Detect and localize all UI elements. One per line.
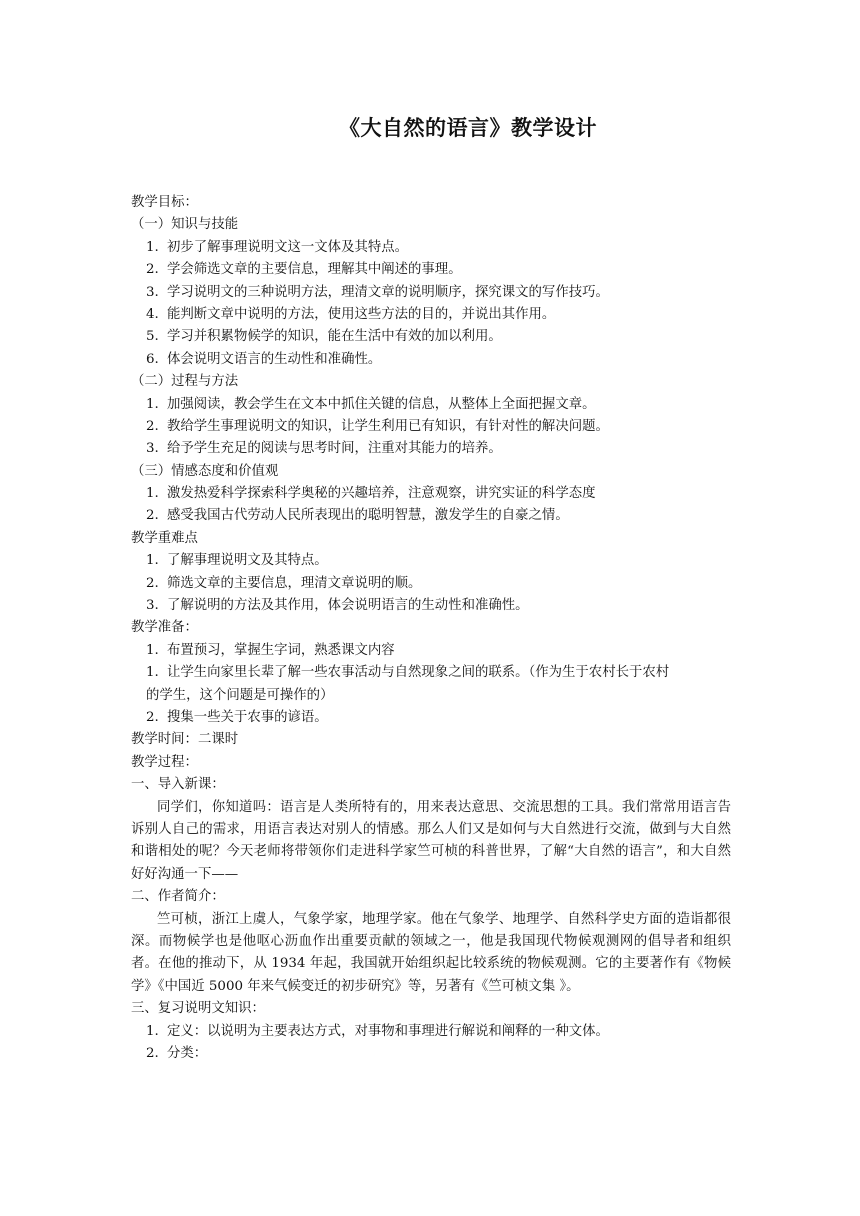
list-item	[131, 326, 731, 348]
list-text: 学习并积累物候学的知识，能在生活中有效的加以利用。	[167, 329, 502, 345]
list-number: 2.	[146, 1045, 159, 1061]
list-item	[131, 707, 731, 729]
list-number: 2.	[146, 575, 159, 591]
list-text: 给予学生充足的阅读与思考时间，注重对其能力的培养。	[167, 441, 502, 457]
section-heading: （一）知识与技能	[131, 217, 239, 233]
teaching-time: 教学时间：二课时	[131, 732, 239, 748]
section-heading: （三）情感态度和价值观	[131, 463, 279, 479]
list-number: 2.	[146, 262, 159, 278]
section-heading: 二、作者简介：	[131, 889, 225, 905]
list-text: 学习说明文的三种说明方法，理清文章的说明顺序，探究课文的写作技巧。	[167, 284, 609, 300]
list-text: 激发热爱科学探索科学奥秘的兴趣培养，注意观察，讲究实证的科学态度	[167, 486, 596, 502]
list-text: 了解事理说明文及其特点。	[167, 553, 328, 569]
list-text: 加强阅读，教会学生在文本中抓住关键的信息，从整体上全面把握文章。	[167, 396, 596, 412]
list-item	[131, 1043, 731, 1065]
list-item	[131, 282, 731, 304]
list-item	[131, 259, 731, 281]
list-item-continuation	[131, 685, 731, 707]
section-heading: （二）过程与方法	[131, 374, 239, 390]
list-item	[131, 1021, 731, 1043]
list-number: 3.	[146, 598, 159, 614]
list-item	[131, 394, 731, 416]
list-item	[131, 349, 731, 371]
list-number: 1.	[146, 665, 159, 681]
list-item	[131, 505, 731, 527]
list-number: 1.	[146, 486, 159, 502]
list-text: 布置预习，掌握生字词，熟悉课文内容	[167, 642, 395, 658]
list-item	[131, 237, 731, 259]
document-body	[131, 192, 731, 1065]
list-item	[131, 573, 731, 595]
list-number: 4.	[146, 306, 159, 322]
section-heading: 三、复习说明文知识：	[131, 1001, 265, 1017]
list-item	[131, 550, 731, 572]
list-text: 能判断文章中说明的方法，使用这些方法的目的，并说出其作用。	[167, 306, 556, 322]
document-title: 《大自然的语言》教学设计	[339, 116, 597, 140]
intro-paragraph: 同学们，你知道吗：语言是人类所特有的，用来表达意思、交流思想的工具。我们常常用语言告诉别人自己的需求，用语言表达对别人的情感。那么人们又是如何与大自然进行交流，做到与大自然和谐相处的呢？今天老师将带领你们走进科学家竺可桢的科普世界，了解“大自然的语言”，和大自然好好沟通一下——	[131, 799, 731, 882]
list-number: 1.	[146, 396, 159, 412]
list-number: 1.	[146, 642, 159, 658]
list-text: 定义：以说明为主要表达方式，对事物和事理进行解说和阐释的一种文体。	[167, 1023, 609, 1039]
list-number: 2.	[146, 508, 159, 524]
list-number: 1.	[146, 553, 159, 569]
objectives-heading: 教学目标：	[131, 195, 198, 210]
list-item	[131, 438, 731, 460]
list-text: 让学生向家里长辈了解一些农事活动与自然现象之间的联系。（作为生于农村长于农村	[167, 665, 670, 681]
list-item	[131, 304, 731, 326]
list-number: 3.	[146, 441, 159, 457]
list-text: 搜集一些关于农事的谚语。	[167, 709, 328, 725]
list-number: 1.	[146, 239, 159, 255]
list-number: 6.	[146, 351, 159, 367]
key-points-heading: 教学重难点	[131, 530, 198, 546]
list-number: 1.	[146, 1023, 159, 1039]
list-text: 感受我国古代劳动人民所表现出的聪明智慧，激发学生的自豪之情。	[167, 508, 569, 524]
list-number: 2.	[146, 418, 159, 434]
list-text: 筛选文章的主要信息，理清文章说明的顺。	[167, 575, 422, 591]
list-item	[131, 595, 731, 617]
list-text: 初步了解事理说明文这一文体及其特点。	[167, 239, 409, 255]
list-item	[131, 662, 731, 684]
list-number: 2.	[146, 709, 159, 725]
list-text: 分类：	[167, 1045, 208, 1061]
list-text: 教给学生事理说明文的知识，让学生利用已有知识，有针对性的解决问题。	[167, 418, 609, 434]
list-item	[131, 483, 731, 505]
author-paragraph: 竺可桢，浙江上虞人，气象学家，地理学家。他在气象学、地理学、自然科学史方面的造诣都很深。而物候学也是他呕心沥血作出重要贡献的领域之一，他是我国现代物候观测网的倡导者和组织者。在他的推动下，从 1934 年起，我国就开始组织起比较系统的物候观测。它的主要著作有《物候学》《中国近 5000 年来气候变迁的初步研究》等，另著有《竺可桢文集 》。	[131, 911, 731, 994]
list-text: 体会说明文语言的生动性和准确性。	[167, 351, 382, 367]
list-text: 的学生，这个问题是可操作的）	[146, 687, 334, 703]
list-item	[131, 640, 731, 662]
prep-heading: 教学准备：	[131, 620, 198, 636]
list-number: 5.	[146, 329, 159, 345]
list-item	[131, 416, 731, 438]
list-number: 3.	[146, 284, 159, 300]
list-text: 学会筛选文章的主要信息，理解其中阐述的事理。	[167, 262, 462, 278]
section-heading: 一、导入新课：	[131, 777, 225, 793]
process-heading: 教学过程：	[131, 754, 198, 770]
list-text: 了解说明的方法及其作用，体会说明语言的生动性和准确性。	[167, 598, 529, 614]
